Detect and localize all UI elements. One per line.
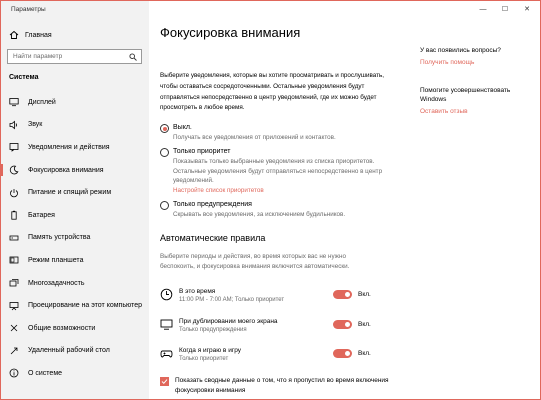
search-icon[interactable] [129,53,137,61]
radio-priority-only[interactable] [160,148,169,157]
rule-time-toggle[interactable] [333,290,352,299]
gamepad-icon [160,347,173,360]
rule-subtitle: Только предупреждения [179,327,247,333]
page-title: Фокусировка внимания [160,25,301,40]
power-icon [9,188,19,198]
radio-alarms-only[interactable] [160,201,169,210]
option-alarms-only[interactable] [160,200,393,220]
page-description: Выберите уведомления, которые вы хотите просматривать и прослушивать, чтобы оставаться сосредоточенными. Остальные уведомления будут отправляться непосредственно в центр уведомлений, где их можно будет просмотреть в любое время. [160,72,385,112]
clock-icon [160,288,173,301]
sidebar-item-display[interactable] [1,91,149,114]
auto-rules-title: Автоматические правила [160,233,266,243]
sidebar-item-label: Удаленный рабочий стол [28,347,110,355]
minimize-button[interactable]: — [479,5,487,13]
rule-display-toggle[interactable] [333,320,352,329]
maximize-button[interactable]: ☐ [501,6,509,13]
sidebar-item-projecting[interactable] [1,294,149,317]
multitask-icon [9,278,19,288]
sidebar [1,1,149,400]
radio-off[interactable] [160,124,169,133]
notification-icon [9,142,19,152]
monitor-icon [160,318,173,331]
window-controls [472,3,538,15]
sidebar-item-remote-desktop[interactable] [1,340,149,363]
sidebar-item-label: Режим планшета [28,256,84,264]
sidebar-item-label: Звук [28,121,43,129]
sidebar-item-notifications[interactable] [1,136,149,159]
rule-subtitle: 11:00 PM - 7:00 AM; Только приоритет [179,297,285,303]
search-placeholder: Найти параметр [13,53,63,60]
option-desc: Скрывать все уведомления, за исключением будильников. [173,211,346,218]
help-panel [420,46,530,116]
give-feedback-link[interactable]: Оставить отзыв [420,108,468,115]
sidebar-item-storage[interactable] [1,227,149,250]
rule-subtitle: Только приоритет [179,356,229,362]
toggle-label: Вкл. [358,291,371,298]
moon-icon [9,165,19,175]
rule-title: Когда я играю в игру [179,347,241,354]
sidebar-item-multitasking[interactable] [1,272,149,295]
info-icon [9,368,19,378]
sidebar-item-power[interactable] [1,181,149,204]
sidebar-item-label: Дисплей [28,98,56,106]
sidebar-item-label: Многозадачность [28,279,85,287]
sidebar-item-label: Питание и спящий режим [28,189,112,197]
speaker-icon [9,120,19,130]
rule-time[interactable] [160,287,420,311]
sidebar-item-label: Память устройства [28,234,91,242]
project-icon [9,301,19,311]
remote-icon [9,346,19,356]
sidebar-item-focus-assist[interactable] [1,159,149,182]
storage-icon [9,233,19,243]
option-priority-only[interactable] [160,147,393,196]
summary-checkbox[interactable] [160,377,169,386]
sidebar-item-shared-experiences[interactable] [1,317,149,340]
get-help-link[interactable]: Получить помощь [420,59,475,66]
sidebar-item-label: Общие возможности [28,324,96,332]
search-input[interactable] [7,49,142,64]
option-title: Только предупреждения [173,201,252,208]
sidebar-item-about[interactable] [1,362,149,385]
option-off[interactable] [160,123,393,143]
sidebar-item-label: Фокусировка внимания [28,166,104,174]
sidebar-item-battery[interactable] [1,204,149,227]
toggle-label: Вкл. [358,350,371,357]
sidebar-item-label: Батарея [28,211,55,219]
priority-list-link[interactable]: Настройте список приоритетов [173,186,264,194]
option-title: Выкл. [173,124,192,131]
summary-checkbox-label: Показать сводные данные о том, что я пропустил во время включения фокусировки внимания [175,377,389,394]
nav-list [1,91,149,385]
feedback-prompt: Помогите усовершенствовать Windows [420,87,511,103]
sidebar-item-label: Уведомления и действия [28,143,110,151]
window-title: Параметры [11,6,46,13]
rule-title: При дублировании моего экрана [179,318,278,325]
monitor-icon [9,97,19,107]
sidebar-item-label: О системе [28,369,63,377]
summary-checkbox-row[interactable] [160,376,400,395]
close-button[interactable]: ✕ [524,6,530,13]
sidebar-item-sound[interactable] [1,114,149,137]
auto-rules-desc: Выберите периоды и действия, во время которых вас не нужно беспокоить, и фокусировка внимания включится автоматически. [160,253,350,270]
rule-gaming[interactable] [160,346,420,370]
battery-icon [9,210,19,220]
home-icon [9,30,19,40]
home-label: Главная [25,31,52,39]
home-link[interactable] [9,28,52,42]
sidebar-item-label: Проецирование на этот компьютер [28,302,142,310]
rule-title: В это время [179,288,216,295]
tablet-icon [9,255,19,265]
toggle-label: Вкл. [358,321,371,328]
section-label: Система [9,74,39,81]
sidebar-item-tablet[interactable] [1,249,149,272]
main-content [149,1,541,400]
option-title: Только приоритет [173,148,231,155]
shared-icon [9,323,19,333]
option-desc: Получать все уведомления от приложений и контактов. [173,134,336,141]
option-desc: Показывать только выбранные уведомления из списка приоритетов. Остальные уведомления будут отправляться непосредственно в центр уведомлений. [173,158,383,184]
help-question: У вас появились вопросы? [420,47,501,54]
rule-duplicating-display[interactable] [160,317,420,341]
rule-gaming-toggle[interactable] [333,349,352,358]
